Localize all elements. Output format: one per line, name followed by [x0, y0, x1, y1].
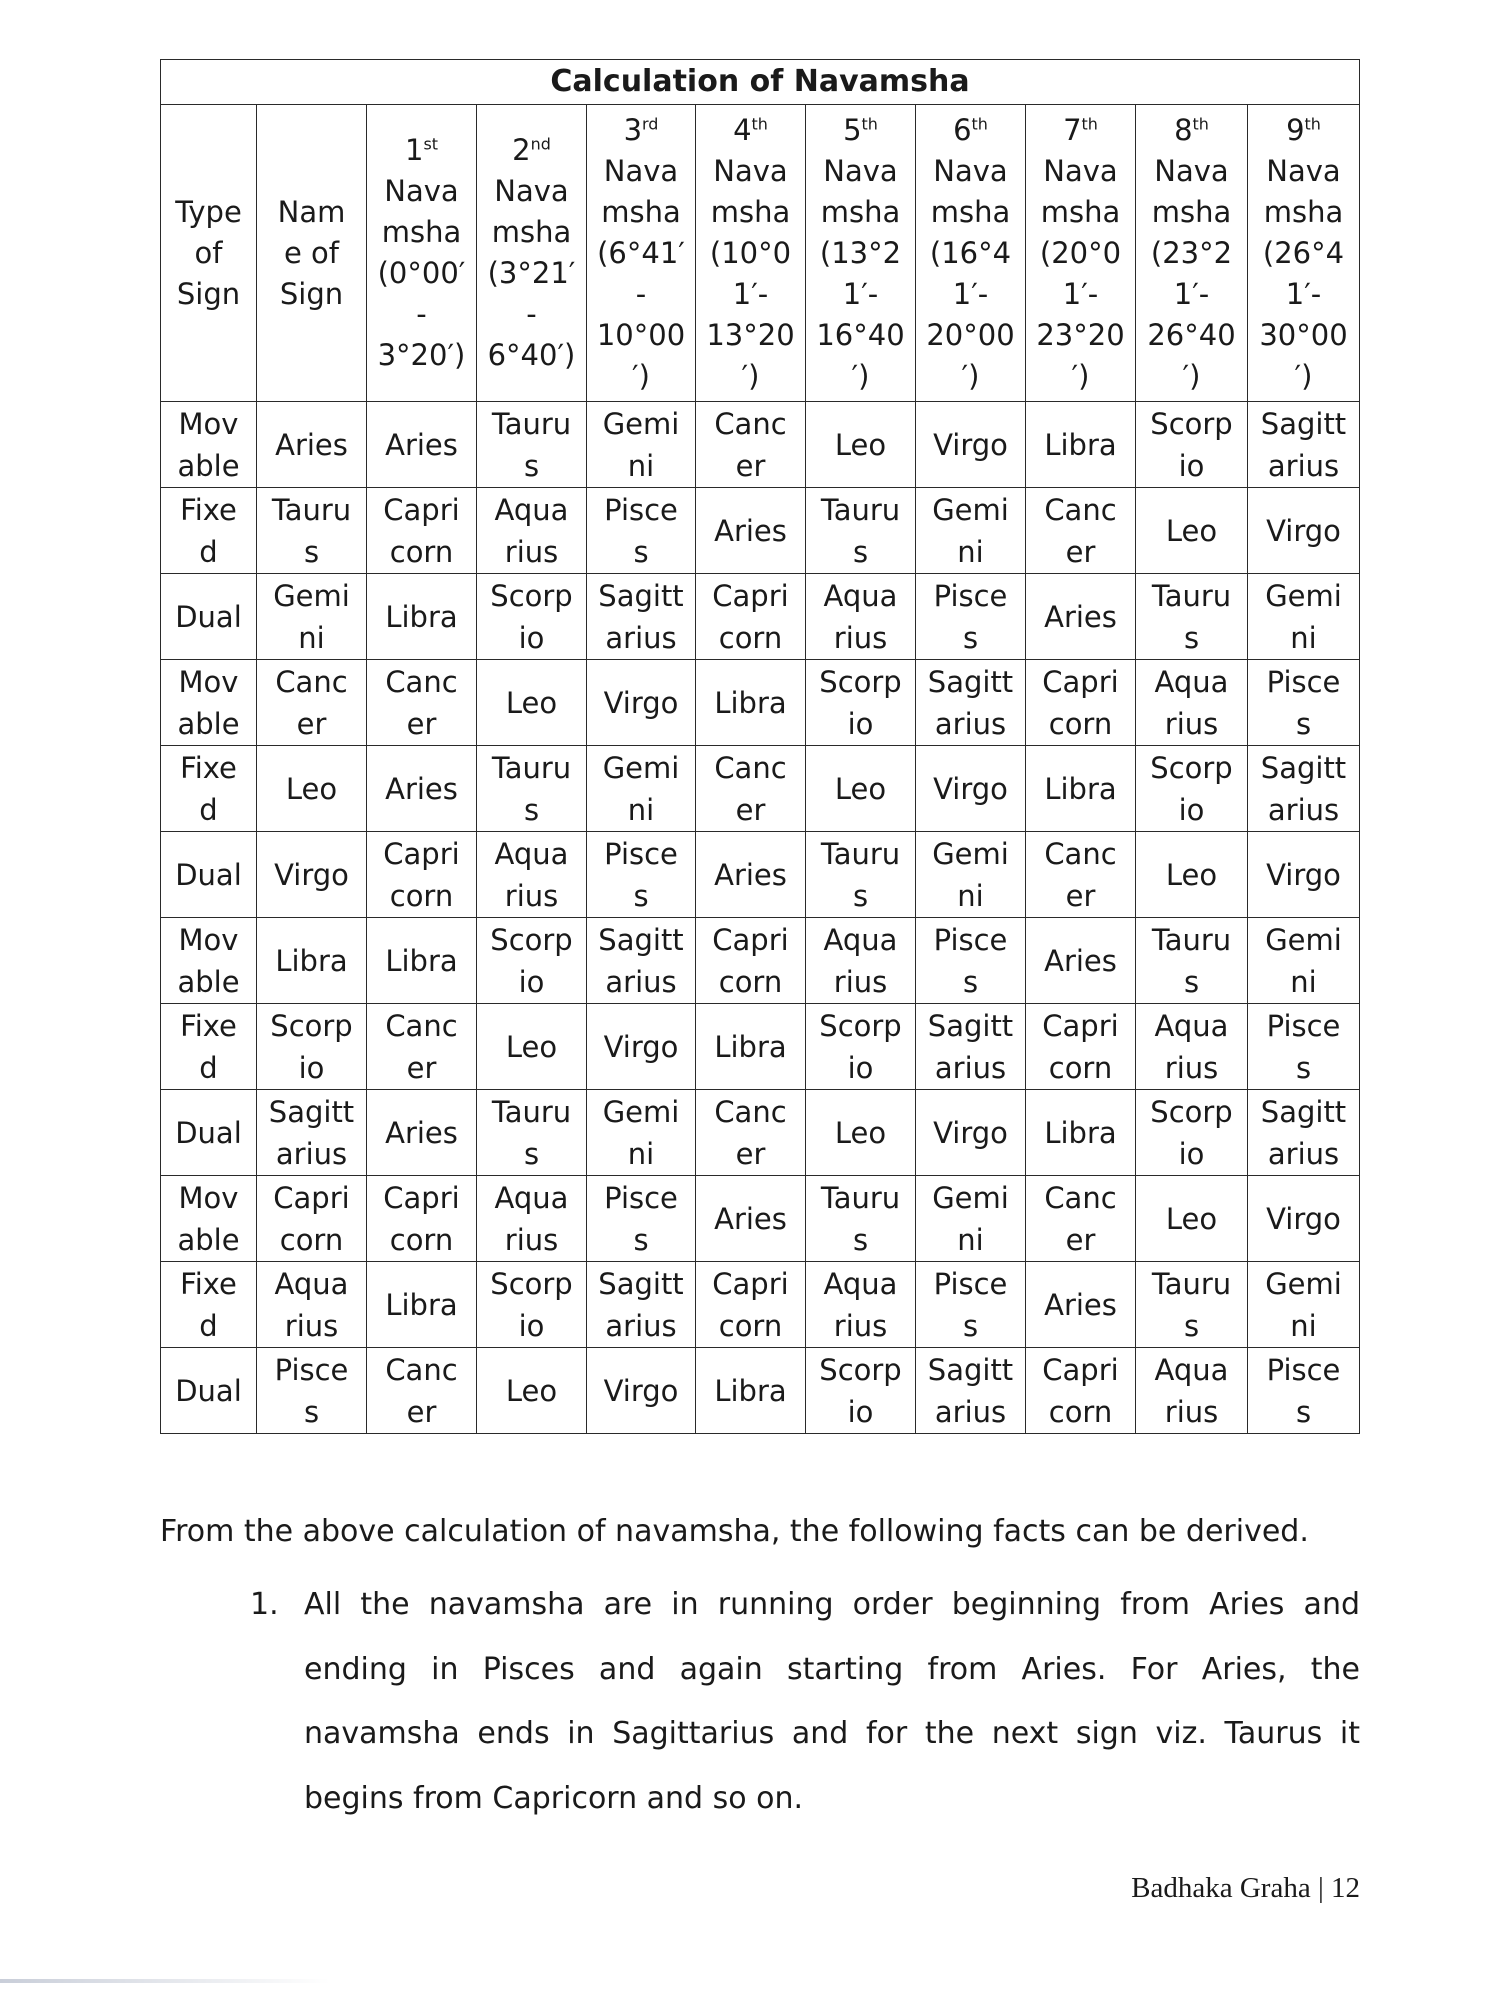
navamsha-cell: Leo	[1136, 488, 1248, 574]
table-title: Calculation of Navamsha	[161, 60, 1360, 105]
navamsha-cell: Scorp io	[1136, 746, 1248, 832]
header-ordinal-suffix: st	[423, 134, 438, 154]
header-ordinal-suffix: th	[971, 113, 988, 133]
list-item-number: 1.	[250, 1587, 279, 1622]
navamsha-cell: Capri corn	[367, 832, 477, 918]
table-row	[161, 746, 1360, 832]
header-navamsha-7	[1026, 105, 1136, 402]
intro-paragraph: From the above calculation of navamsha, the following facts can be derived.	[160, 1514, 1309, 1549]
table-row	[161, 402, 1360, 488]
navamsha-cell: Capri corn	[696, 574, 806, 660]
navamsha-cell: Aqua rius	[1136, 1004, 1248, 1090]
navamsha-cell: Aries	[367, 746, 477, 832]
header-ordinal: 2	[512, 133, 531, 167]
navamsha-cell: Aqua rius	[477, 832, 587, 918]
table-row	[161, 488, 1360, 574]
navamsha-cell: Leo	[806, 746, 916, 832]
navamsha-cell: Leo	[806, 1090, 916, 1176]
header-navamsha-4	[696, 105, 806, 402]
navamsha-cell: Scorp io	[806, 1004, 916, 1090]
header-range: Nava msha (6°41′ - 10°00 ′)	[596, 153, 686, 393]
header-ordinal: 3	[623, 112, 643, 147]
header-ordinal: 5	[843, 112, 862, 147]
navamsha-cell: Aries	[1026, 574, 1136, 660]
navamsha-cell: Virgo	[1248, 488, 1360, 574]
table-body	[161, 402, 1360, 1434]
navamsha-cell: Aqua rius	[806, 1262, 916, 1348]
navamsha-cell: Aries	[1026, 1262, 1136, 1348]
header-range: Nava msha (20°0 1′- 23°20 ′)	[1036, 153, 1125, 393]
navamsha-cell: Scorp io	[1136, 1090, 1248, 1176]
type-of-sign-cell: Mov able	[161, 1176, 257, 1262]
type-of-sign-cell: Fixe d	[161, 488, 257, 574]
header-range: Nava msha (10°0 1′- 13°20 ′)	[706, 153, 795, 393]
navamsha-cell: Aqua rius	[806, 574, 916, 660]
navamsha-cell: Capri corn	[367, 1176, 477, 1262]
navamsha-cell: Aries	[1026, 918, 1136, 1004]
header-ordinal-suffix: th	[1081, 113, 1098, 133]
header-ordinal: 8	[1174, 112, 1193, 147]
navamsha-cell: Libra	[696, 660, 806, 746]
navamsha-cell: Leo	[477, 1348, 587, 1434]
navamsha-cell: Libra	[696, 1004, 806, 1090]
header-range: Nava msha (23°2 1′- 26°40 ′)	[1147, 153, 1236, 393]
navamsha-cell: Aries	[367, 402, 477, 488]
navamsha-cell: Canc er	[367, 660, 477, 746]
table-row	[161, 574, 1360, 660]
table-row	[161, 1176, 1360, 1262]
navamsha-cell: Libra	[1026, 402, 1136, 488]
header-navamsha-5	[806, 105, 916, 402]
navamsha-cell: Tauru s	[806, 1176, 916, 1262]
navamsha-cell: Aqua rius	[806, 918, 916, 1004]
navamsha-cell: Pisce s	[587, 1176, 696, 1262]
navamsha-cell: Capri corn	[1026, 1348, 1136, 1434]
navamsha-cell: Libra	[367, 574, 477, 660]
header-ordinal: 4	[733, 112, 752, 147]
navamsha-cell: Canc er	[1026, 1176, 1136, 1262]
name-of-sign-cell: Canc er	[257, 660, 367, 746]
header-ordinal: 6	[953, 112, 972, 147]
navamsha-cell: Capri corn	[696, 918, 806, 1004]
navamsha-cell: Canc er	[696, 746, 806, 832]
navamsha-cell: Gemi ni	[916, 488, 1026, 574]
navamsha-cell: Pisce s	[587, 488, 696, 574]
navamsha-cell: Tauru s	[806, 488, 916, 574]
table-row	[161, 918, 1360, 1004]
header-range: Nava msha (16°4 1′- 20°00 ′)	[926, 153, 1015, 393]
header-ordinal: 9	[1286, 112, 1305, 147]
navamsha-cell: Scorp io	[806, 660, 916, 746]
navamsha-cell: Sagitt arius	[587, 918, 696, 1004]
header-range: Nava msha (13°2 1′- 16°40 ′)	[816, 153, 905, 393]
navamsha-cell: Aries	[696, 832, 806, 918]
navamsha-cell: Sagitt arius	[587, 1262, 696, 1348]
navamsha-cell: Virgo	[1248, 1176, 1360, 1262]
navamsha-cell: Libra	[367, 1262, 477, 1348]
navamsha-cell: Tauru s	[1136, 1262, 1248, 1348]
navamsha-cell: Sagitt arius	[1248, 1090, 1360, 1176]
header-type-of-sign: Type of Sign	[161, 105, 257, 402]
navamsha-cell: Leo	[806, 402, 916, 488]
header-navamsha-9	[1248, 105, 1360, 402]
table-row	[161, 1004, 1360, 1090]
navamsha-cell: Gemi ni	[587, 402, 696, 488]
navamsha-cell: Leo	[1136, 1176, 1248, 1262]
navamsha-cell: Gemi ni	[587, 746, 696, 832]
navamsha-cell: Libra	[1026, 746, 1136, 832]
navamsha-table	[160, 59, 1360, 1434]
navamsha-cell: Tauru s	[477, 746, 587, 832]
page-footer: Badhaka Graha | 12	[1131, 1872, 1360, 1904]
navamsha-cell: Pisce s	[1248, 1348, 1360, 1434]
navamsha-cell: Leo	[477, 1004, 587, 1090]
type-of-sign-cell: Mov able	[161, 918, 257, 1004]
type-of-sign-cell: Fixe d	[161, 1004, 257, 1090]
navamsha-cell: Tauru s	[1136, 918, 1248, 1004]
header-navamsha-6	[916, 105, 1026, 402]
navamsha-cell: Aries	[696, 1176, 806, 1262]
navamsha-cell: Sagitt arius	[1248, 402, 1360, 488]
navamsha-cell: Canc er	[1026, 488, 1136, 574]
navamsha-cell: Canc er	[367, 1004, 477, 1090]
header-name-of-sign: Nam e of Sign	[257, 105, 367, 402]
navamsha-cell: Virgo	[587, 1004, 696, 1090]
type-of-sign-cell: Fixe d	[161, 746, 257, 832]
type-of-sign-cell: Mov able	[161, 402, 257, 488]
navamsha-cell: Pisce s	[1248, 660, 1360, 746]
header-ordinal: 1	[404, 133, 424, 167]
table-row	[161, 832, 1360, 918]
navamsha-cell: Libra	[367, 918, 477, 1004]
table-row	[161, 660, 1360, 746]
facts-list	[250, 1573, 1360, 1831]
header-navamsha-3	[587, 105, 696, 402]
scan-artifact	[0, 1979, 330, 1983]
navamsha-cell: Sagitt arius	[916, 1004, 1026, 1090]
header-ordinal-suffix: th	[1304, 113, 1321, 133]
navamsha-cell: Virgo	[916, 402, 1026, 488]
table-row	[161, 1262, 1360, 1348]
navamsha-cell: Virgo	[1248, 832, 1360, 918]
navamsha-cell: Aqua rius	[1136, 660, 1248, 746]
name-of-sign-cell: Tauru s	[257, 488, 367, 574]
navamsha-cell: Canc er	[696, 1090, 806, 1176]
name-of-sign-cell: Virgo	[257, 832, 367, 918]
name-of-sign-cell: Capri corn	[257, 1176, 367, 1262]
type-of-sign-cell: Dual	[161, 574, 257, 660]
table-row	[161, 1090, 1360, 1176]
header-ordinal-suffix: th	[861, 113, 878, 133]
navamsha-cell: Scorp io	[477, 574, 587, 660]
type-of-sign-cell: Mov able	[161, 660, 257, 746]
type-of-sign-cell: Dual	[161, 1348, 257, 1434]
name-of-sign-cell: Scorp io	[257, 1004, 367, 1090]
navamsha-cell: Aqua rius	[1136, 1348, 1248, 1434]
navamsha-cell: Capri corn	[367, 488, 477, 574]
header-ordinal-suffix: nd	[530, 134, 551, 154]
name-of-sign-cell: Pisce s	[257, 1348, 367, 1434]
navamsha-cell: Virgo	[916, 1090, 1026, 1176]
name-of-sign-cell: Leo	[257, 746, 367, 832]
navamsha-cell: Sagitt arius	[916, 1348, 1026, 1434]
navamsha-cell: Libra	[696, 1348, 806, 1434]
navamsha-cell: Aries	[367, 1090, 477, 1176]
navamsha-cell: Sagitt arius	[916, 660, 1026, 746]
header-range: Nava msha (0°00′ - 3°20′)	[377, 174, 466, 372]
list-item	[250, 1573, 1360, 1831]
header-ordinal-suffix: th	[751, 113, 768, 133]
navamsha-cell: Scorp io	[1136, 402, 1248, 488]
header-ordinal-suffix: th	[1192, 113, 1209, 133]
navamsha-cell: Leo	[477, 660, 587, 746]
navamsha-cell: Tauru s	[477, 1090, 587, 1176]
type-of-sign-cell: Dual	[161, 1090, 257, 1176]
navamsha-cell: Leo	[1136, 832, 1248, 918]
navamsha-cell: Pisce s	[916, 574, 1026, 660]
header-navamsha-2	[477, 105, 587, 402]
navamsha-cell: Pisce s	[916, 1262, 1026, 1348]
name-of-sign-cell: Aries	[257, 402, 367, 488]
navamsha-cell: Gemi ni	[916, 832, 1026, 918]
navamsha-cell: Tauru s	[806, 832, 916, 918]
name-of-sign-cell: Sagitt arius	[257, 1090, 367, 1176]
navamsha-cell: Canc er	[696, 402, 806, 488]
navamsha-cell: Tauru s	[1136, 574, 1248, 660]
type-of-sign-cell: Dual	[161, 832, 257, 918]
name-of-sign-cell: Gemi ni	[257, 574, 367, 660]
navamsha-cell: Virgo	[587, 1348, 696, 1434]
navamsha-cell: Gemi ni	[1248, 574, 1360, 660]
navamsha-cell: Tauru s	[477, 402, 587, 488]
navamsha-cell: Scorp io	[477, 918, 587, 1004]
header-ordinal: 7	[1063, 112, 1082, 147]
type-of-sign-cell: Fixe d	[161, 1262, 257, 1348]
table-header-row	[161, 105, 1360, 402]
navamsha-cell: Pisce s	[916, 918, 1026, 1004]
navamsha-cell: Canc er	[1026, 832, 1136, 918]
navamsha-cell: Scorp io	[477, 1262, 587, 1348]
header-navamsha-1	[367, 105, 477, 402]
navamsha-cell: Gemi ni	[587, 1090, 696, 1176]
navamsha-cell: Capri corn	[1026, 1004, 1136, 1090]
navamsha-cell: Aries	[696, 488, 806, 574]
navamsha-cell: Capri corn	[696, 1262, 806, 1348]
navamsha-cell: Capri corn	[1026, 660, 1136, 746]
navamsha-cell: Gemi ni	[1248, 1262, 1360, 1348]
navamsha-cell: Scorp io	[806, 1348, 916, 1434]
navamsha-cell: Aqua rius	[477, 488, 587, 574]
navamsha-cell: Sagitt arius	[587, 574, 696, 660]
navamsha-cell: Aqua rius	[477, 1176, 587, 1262]
header-navamsha-8	[1136, 105, 1248, 402]
navamsha-cell: Canc er	[367, 1348, 477, 1434]
name-of-sign-cell: Libra	[257, 918, 367, 1004]
header-range: Nava msha (3°21′ - 6°40′)	[487, 174, 576, 372]
table-row	[161, 1348, 1360, 1434]
navamsha-cell: Libra	[1026, 1090, 1136, 1176]
list-item-text: All the navamsha are in running order beginning from Aries and ending in Pisces and again starting from Aries. For Aries, the navamsha ends in Sagittarius and for the next sign viz. Taurus it begins from Capricorn and so on.	[304, 1587, 1360, 1816]
navamsha-cell: Virgo	[916, 746, 1026, 832]
header-range: Nava msha (26°4 1′- 30°00 ′)	[1259, 153, 1348, 393]
navamsha-cell: Gemi ni	[916, 1176, 1026, 1262]
navamsha-cell: Pisce s	[1248, 1004, 1360, 1090]
name-of-sign-cell: Aqua rius	[257, 1262, 367, 1348]
navamsha-cell: Virgo	[587, 660, 696, 746]
navamsha-cell: Pisce s	[587, 832, 696, 918]
navamsha-cell: Sagitt arius	[1248, 746, 1360, 832]
header-ordinal-suffix: rd	[642, 113, 659, 133]
navamsha-cell: Gemi ni	[1248, 918, 1360, 1004]
